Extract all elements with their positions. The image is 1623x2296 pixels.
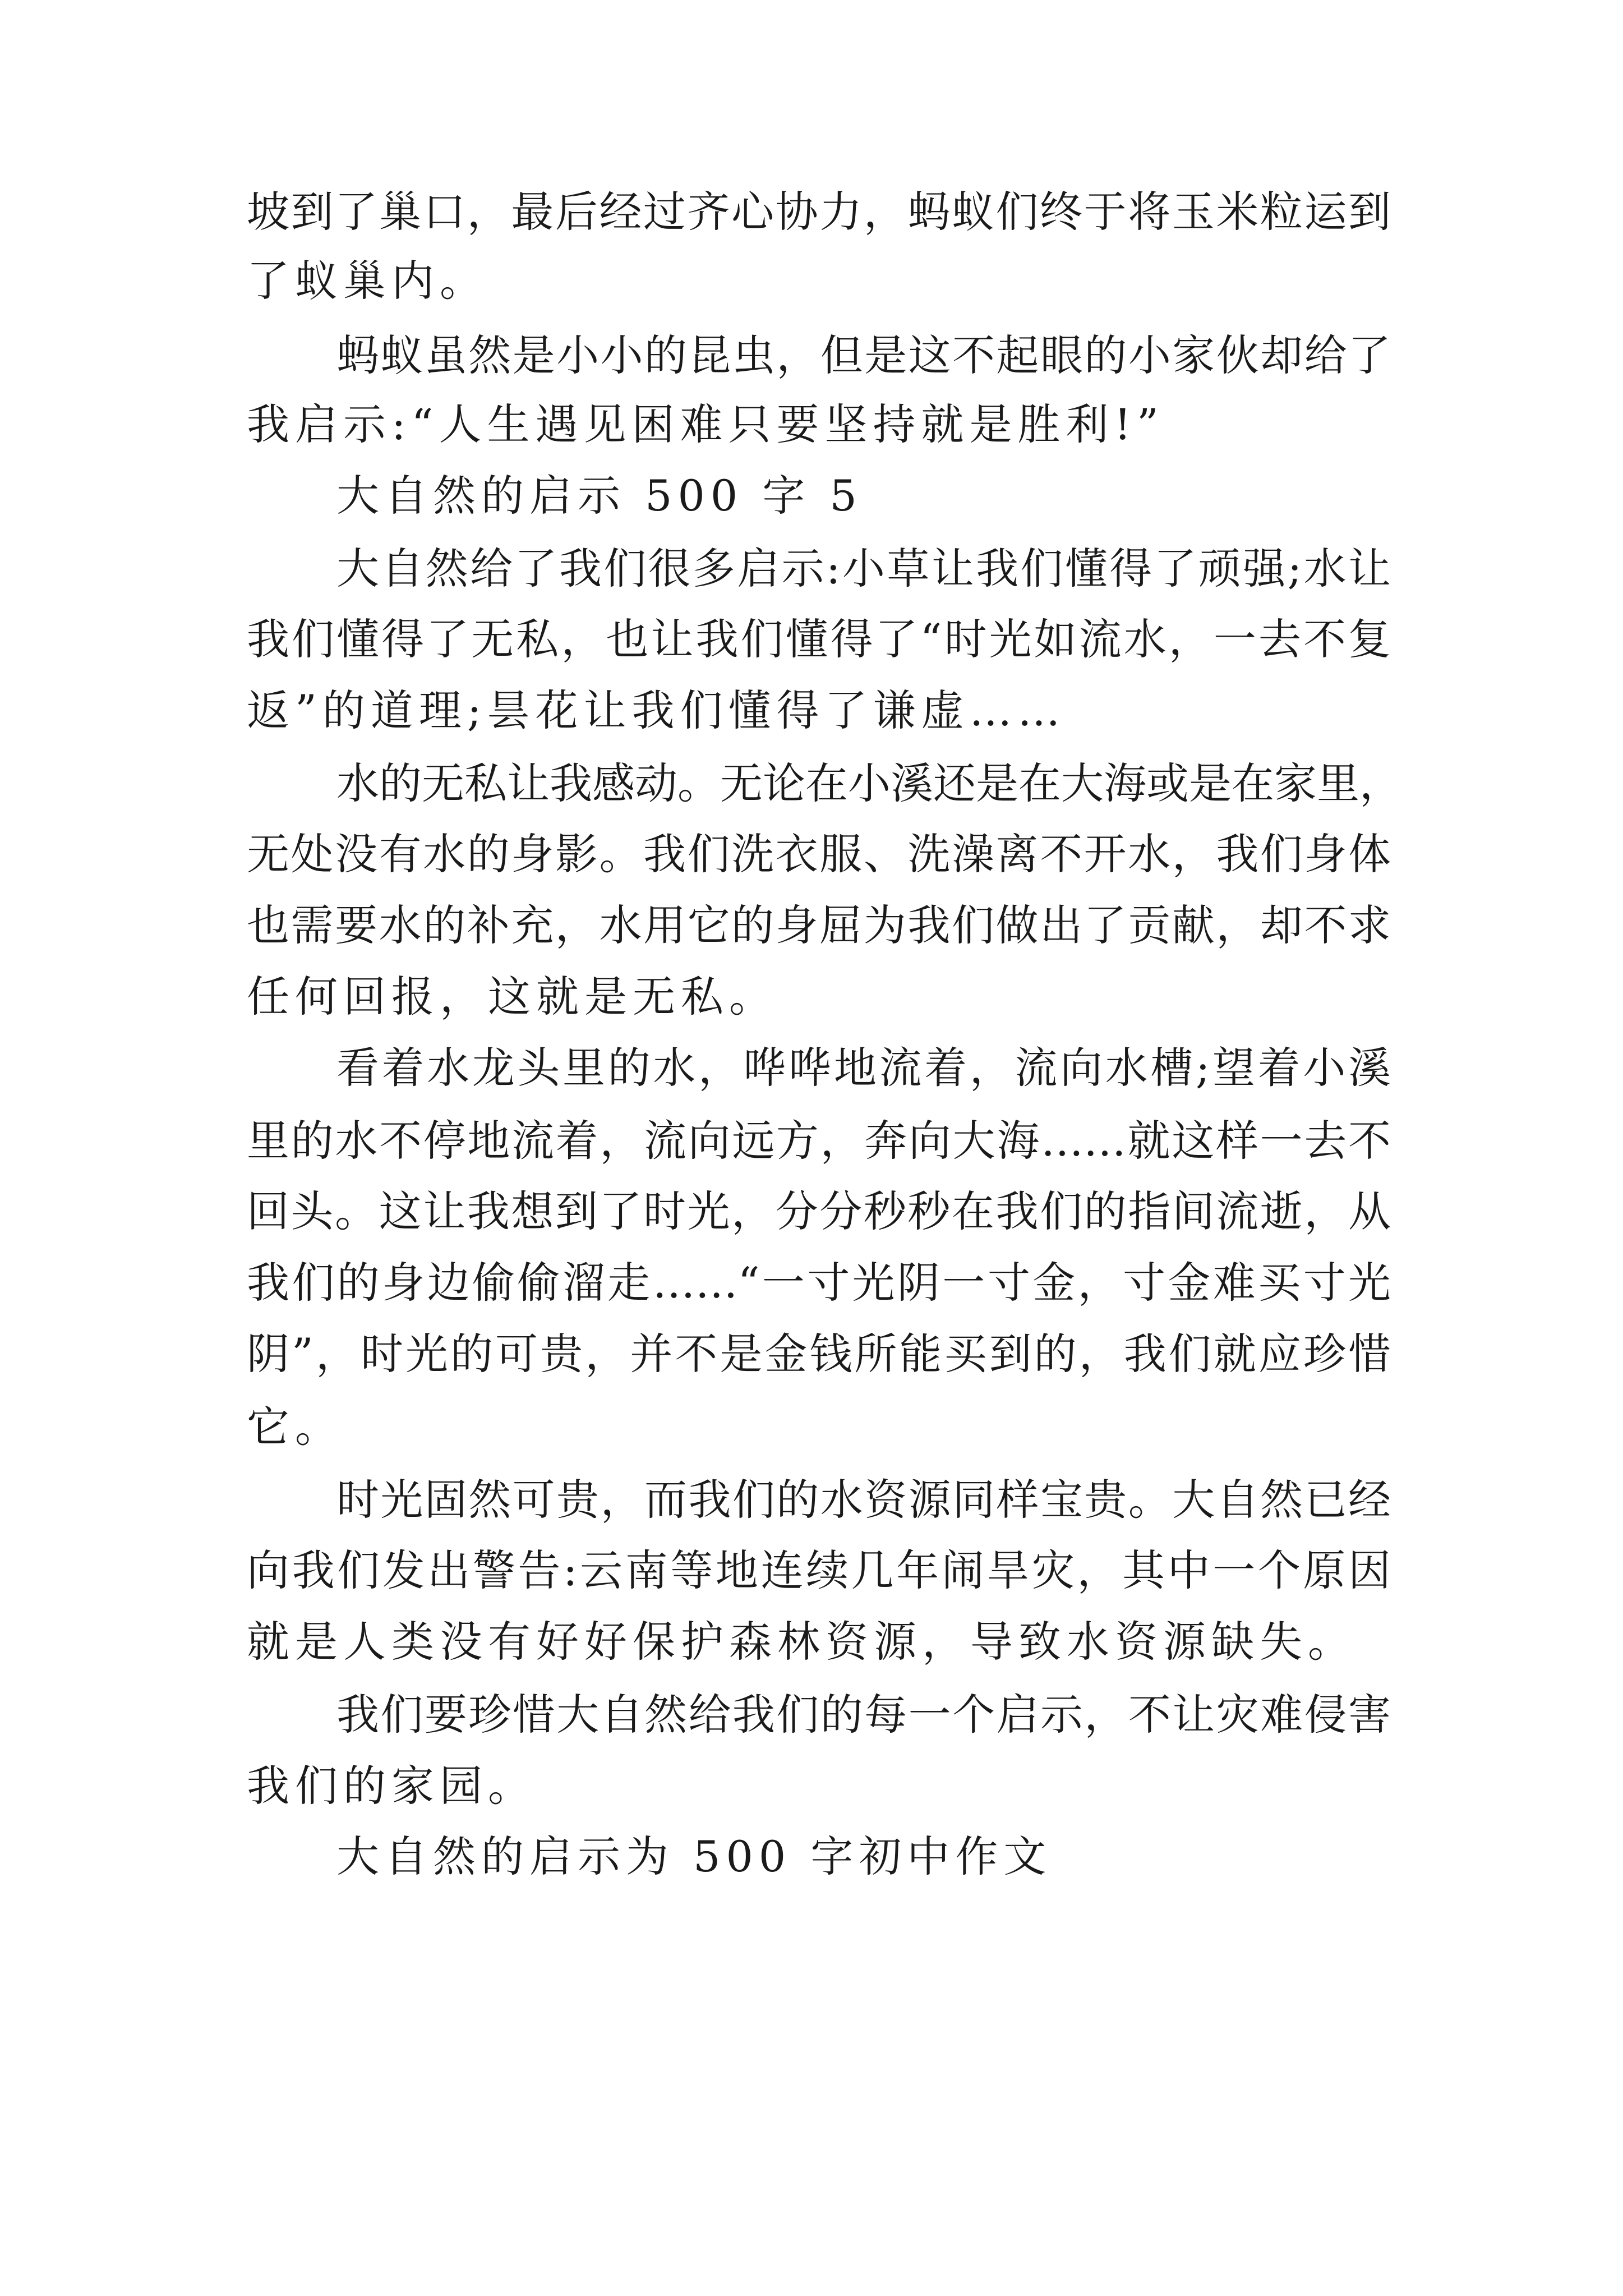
body-text-line: 坡到了巢口，最后经过齐心协力，蚂蚁们终于将玉米粒运到 [247, 187, 1391, 237]
body-text-line: 我们懂得了无私，也让我们懂得了“时光如流水，一去不复 [247, 614, 1391, 664]
body-text-line: 里的水不停地流着，流向远方，奔向大海……就这样一去不 [247, 1116, 1391, 1166]
body-text-line: 也需要水的补充，水用它的身屈为我们做出了贡献，却不求 [247, 900, 1391, 950]
body-text-line: 看着水龙头里的水，哗哗地流着，流向水槽;望着小溪 [336, 1043, 1391, 1093]
body-text-line: 时光固然可贵，而我们的水资源同样宝贵。大自然已经 [336, 1475, 1391, 1525]
body-text-line: 水的无私让我感动。无论在小溪还是在大海或是在家里， [336, 758, 1402, 808]
body-text-line: 阴”，时光的可贵，并不是金钱所能买到的，我们就应珍惜 [247, 1329, 1391, 1379]
body-text-line: 无处没有水的身影。我们洗衣服、洗澡离不开水，我们身体 [247, 829, 1391, 879]
body-text-line: 它。 [247, 1402, 343, 1452]
body-text-line: 大自然给了我们很多启示:小草让我们懂得了顽强;水让 [336, 544, 1391, 593]
body-text-line: 了蚁巢内。 [247, 256, 488, 306]
body-text-line: 返”的道理;昙花让我们懂得了谦虚…… [247, 685, 1066, 735]
body-text-line: 我们的身边偷偷溜走……“一寸光阴一寸金，寸金难买寸光 [247, 1258, 1391, 1308]
body-text-line: 我们要珍惜大自然给我们的每一个启示，不让灾难侵害 [336, 1690, 1391, 1740]
section-heading: 大自然的启示 500 字 5 [336, 471, 863, 521]
body-text-line: 就是人类没有好好保护森林资源，导致水资源缺失。 [247, 1617, 1356, 1667]
body-text-line: 回头。这让我想到了时光，分分秒秒在我们的指间流逝，从 [247, 1186, 1391, 1236]
body-text-line: 任何回报，这就是无私。 [247, 972, 777, 1022]
body-text-line: 我们的家园。 [247, 1761, 536, 1811]
body-text-line: 向我们发出警告:云南等地连续几年闹旱灾，其中一个原因 [247, 1545, 1391, 1595]
body-text-line: 我启示:“人生遇见困难只要坚持就是胜利!” [247, 399, 1164, 449]
body-text-line: 蚂蚁虽然是小小的昆虫，但是这不起眼的小家伙却给了 [336, 330, 1391, 380]
section-heading: 大自然的启示为 500 字初中作文 [336, 1832, 1052, 1881]
